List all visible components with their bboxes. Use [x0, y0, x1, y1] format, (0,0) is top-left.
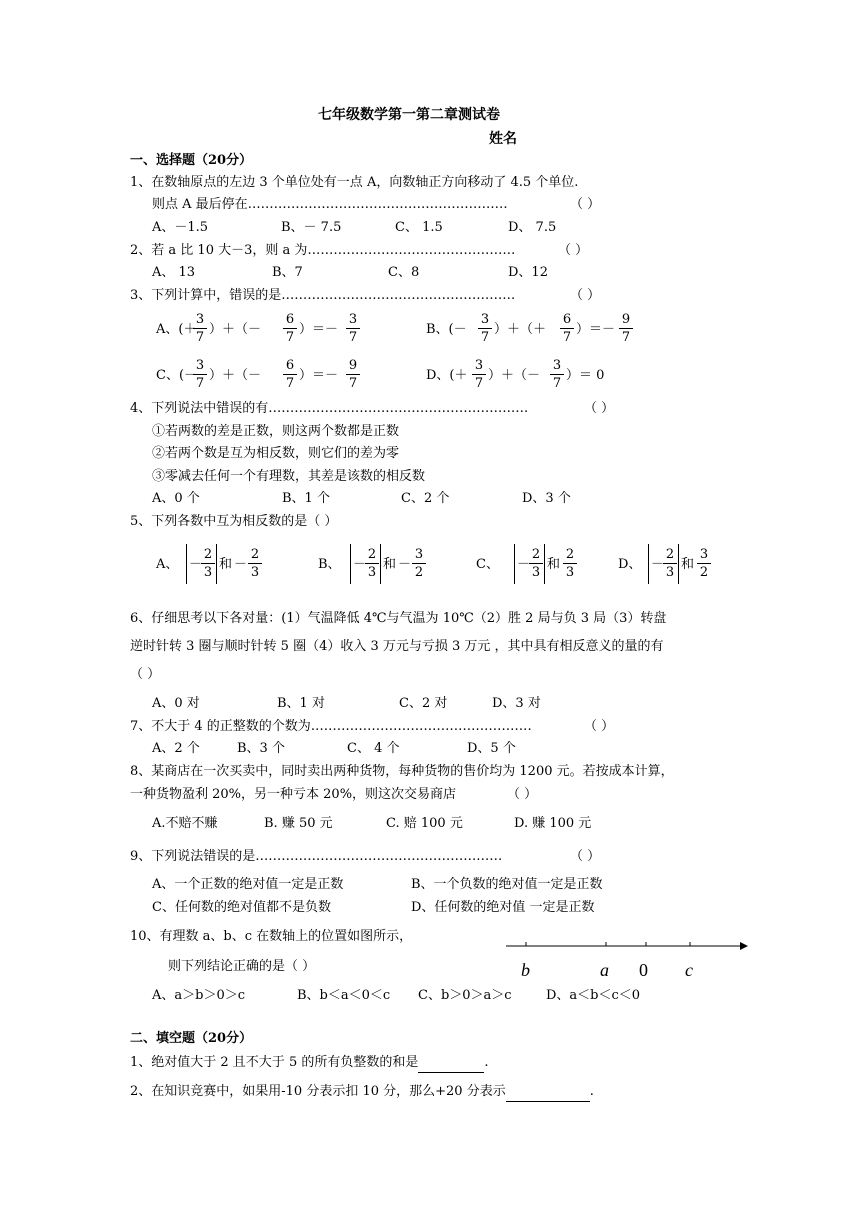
q1-option-d: D、 7.5 [508, 220, 557, 235]
q1-option-a: A、－1.5 [152, 220, 209, 235]
q2-option-a: A、 13 [152, 265, 196, 280]
and-word: 和 [219, 557, 233, 572]
fraction: 2 3 [563, 547, 577, 580]
q3-option-a-part2: ）＋（－ [209, 322, 262, 337]
fraction: 6 7 [283, 312, 297, 345]
section-heading-fill: 二、填空题（20分） [130, 1031, 253, 1046]
q6-option-d: D、3 对 [492, 696, 541, 711]
q8-option-a: A.不赔不赚 [152, 816, 218, 831]
q9-answer-paren: （ ） [570, 849, 601, 864]
q3-option-c-part1: C、(－ [156, 368, 198, 383]
q7-option-c: C、 4 个 [347, 741, 400, 756]
fraction: 6 7 [560, 312, 574, 345]
q8-stem: 8、某商店在一次买卖中，同时卖出两种货物，每种货物的售价均为 1200 元。若按成本计算， [130, 764, 674, 779]
q4-option-a: A、0 个 [152, 491, 200, 506]
q2-stem: 2、若 a 比 10 大－3，则 a 为………………………………………… [130, 243, 516, 258]
fraction: 2 3 [248, 547, 262, 580]
fraction: 9 7 [619, 312, 633, 345]
q4-statement-2: ②若两个数是互为相反数，则它们的差为零 [152, 446, 400, 461]
q4-option-d: D、3 个 [522, 491, 571, 506]
q1-option-c: C、 1.5 [395, 220, 443, 235]
q2-option-c: C、8 [388, 265, 420, 280]
q10-option-a: A、a＞b＞0＞c [152, 988, 246, 1003]
q3-option-d-part2: ）＋（－ [488, 368, 541, 383]
absolute-value-bar [648, 544, 649, 584]
fraction: 2 3 [365, 547, 379, 580]
q9-option-d: D、任何数的绝对值 一定是正数 [411, 900, 595, 915]
q4-option-c: C、2 个 [401, 491, 450, 506]
fill-q2-blank[interactable] [506, 1083, 590, 1102]
q5-option-c-label: C、 [476, 557, 499, 572]
fill-q1-text: 1、绝对值大于 2 且不大于 5 的所有负整数的和是 [130, 1055, 419, 1070]
and-word: 和 [383, 557, 397, 572]
q3-stem: 3、下列计算中，错误的是……………………………………………… [130, 288, 516, 303]
absolute-value-bar [186, 544, 187, 584]
q7-option-b: B、3 个 [237, 741, 285, 756]
q3-option-c-part2: ）＋（－ [209, 368, 262, 383]
q9-option-b: B、一个负数的绝对值一定是正数 [411, 877, 603, 892]
q1-option-b: B、－ 7.5 [281, 220, 342, 235]
fill-q1-blank[interactable] [418, 1054, 484, 1073]
number-line [500, 936, 750, 956]
q8-answer-paren: （ ） [507, 787, 538, 802]
q4-option-b: B、1 个 [282, 491, 330, 506]
q4-stem: 4、下列说法中错误的有…………………………………………………… [130, 401, 529, 416]
section-heading-choice: 一、选择题（20分） [130, 153, 253, 168]
fraction: 3 7 [193, 312, 207, 345]
minus-sign: － [651, 557, 665, 572]
absolute-value-bar [544, 544, 545, 584]
fraction: 2 3 [201, 547, 215, 580]
q1-stem: 1、在数轴原点的左边 3 个单位处有一点 A，向数轴正方向移动了 4.5 个单位. [130, 175, 579, 190]
q10-option-b: B、b＜a＜0＜c [297, 988, 391, 1003]
fill-q1-end: . [484, 1055, 489, 1070]
q7-option-a: A、2 个 [152, 741, 200, 756]
q6-stem: 6、仔细思考以下各对量：(1）气温降低 4℃与气温为 10℃（2）胜 2 局与负 3 局（3）转盘 [130, 611, 667, 626]
number-line-arrow [740, 942, 748, 950]
q5-option-b-label: B、 [318, 557, 341, 572]
fraction: 3 7 [346, 312, 360, 345]
absolute-value-bar [350, 544, 351, 584]
fill-q2 [130, 1083, 594, 1102]
and-word: 和 [547, 557, 561, 572]
axis-label-zero: 0 [639, 960, 648, 980]
q2-answer-paren: （ ） [558, 243, 589, 258]
q7-stem: 7、不大于 4 的正整数的个数为…………………………………………… [130, 719, 532, 734]
q8-stem-2: 一种货物盈利 20%，另一种亏本 20%，则这次交易商店 [130, 787, 457, 802]
q5-option-d-label: D、 [618, 557, 642, 572]
q8-option-b: B. 赚 50 元 [264, 816, 333, 831]
axis-label-a: a [600, 960, 609, 980]
fill-q2-text: 2、在知识竞赛中，如果用-10 分表示扣 10 分，那么+20 分表示 [130, 1084, 506, 1099]
name-label: 姓名 [489, 131, 517, 147]
q6-option-c: C、2 对 [399, 696, 448, 711]
q1-answer-paren: （ ） [570, 197, 601, 212]
absolute-value-bar [380, 544, 381, 584]
q3-option-a-part1: A、(＋ [156, 322, 197, 337]
absolute-value-bar [514, 544, 515, 584]
q4-statement-1: ①若两数的差是正数，则这两个数都是正数 [152, 424, 400, 439]
q3-option-d-part1: D、(＋ [426, 368, 468, 383]
axis-label-c: c [685, 960, 693, 980]
q9-option-a: A、一个正数的绝对值一定是正数 [152, 877, 344, 892]
q3-option-b-part3: ）＝－ [576, 322, 616, 337]
q10-option-c: C、b＞0＞a＞c [418, 988, 512, 1003]
fraction: 3 7 [478, 312, 492, 345]
fraction: 3 7 [472, 358, 486, 391]
absolute-value-bar [216, 544, 217, 584]
q2-option-b: B、7 [272, 265, 303, 280]
fraction: 2 3 [529, 547, 543, 580]
fill-q1 [130, 1054, 488, 1073]
q9-stem: 9、下列说法错误的是………………………………………………… [130, 849, 503, 864]
q4-statement-3: ③零减去任何一个有理数，其差是该数的相反数 [152, 469, 426, 484]
minus-sign: － [353, 557, 367, 572]
q5-stem: 5、下列各数中互为相反数的是（ ） [130, 514, 338, 529]
page-title: 七年级数学第一第二章测试卷 [318, 107, 500, 123]
q9-option-c: C、任何数的绝对值都不是负数 [152, 900, 331, 915]
q10-option-d: D、a＜b＜c＜0 [546, 988, 641, 1003]
minus-sign: － [234, 557, 248, 572]
fraction: 3 2 [412, 547, 426, 580]
q3-answer-paren: （ ） [570, 288, 601, 303]
fraction: 3 7 [193, 358, 207, 391]
q3-option-d-part3: ）＝ 0 [566, 368, 605, 383]
q8-option-c: C. 赔 100 元 [386, 816, 463, 831]
q6-answer-paren: （ ） [130, 667, 161, 682]
q3-option-b-part1: B、(－ [426, 322, 467, 337]
q4-answer-paren: （ ） [584, 401, 615, 416]
fill-q2-end: . [589, 1084, 594, 1099]
q7-answer-paren: （ ） [584, 719, 615, 734]
q3-option-b-part2: ）＋（＋ [494, 322, 547, 337]
q7-option-d: D、5 个 [467, 741, 516, 756]
fraction: 3 7 [550, 358, 564, 391]
q1-stem-2: 则点 A 最后停在…………………………………………………… [152, 197, 508, 212]
q3-option-a-part3: ）＝－ [299, 322, 339, 337]
minus-sign: － [398, 557, 412, 572]
q2-option-d: D、12 [508, 265, 548, 280]
fraction: 6 7 [283, 358, 297, 391]
q10-stem: 10、有理数 a、b、c 在数轴上的位置如图所示， [130, 929, 413, 944]
q8-option-d: D. 赚 100 元 [514, 816, 592, 831]
fraction: 2 3 [663, 547, 677, 580]
q6-option-a: A、0 对 [152, 696, 200, 711]
q5-option-a-label: A、 [156, 557, 179, 572]
q10-stem-2: 则下列结论正确的是（ ） [168, 959, 316, 974]
fraction: 9 7 [346, 358, 360, 391]
axis-label-b: b [521, 960, 530, 980]
q6-stem-2: 逆时针转 3 圈与顺时针转 5 圈（4）收入 3 万元与亏损 3 万元 ，其中具有相反意义的量的有 [130, 639, 664, 654]
minus-sign: － [189, 557, 203, 572]
and-word: 和 [681, 557, 695, 572]
fraction: 3 2 [697, 547, 711, 580]
q3-option-c-part3: ）＝－ [299, 368, 339, 383]
absolute-value-bar [678, 544, 679, 584]
q6-option-b: B、1 对 [277, 696, 325, 711]
minus-sign: － [517, 557, 531, 572]
